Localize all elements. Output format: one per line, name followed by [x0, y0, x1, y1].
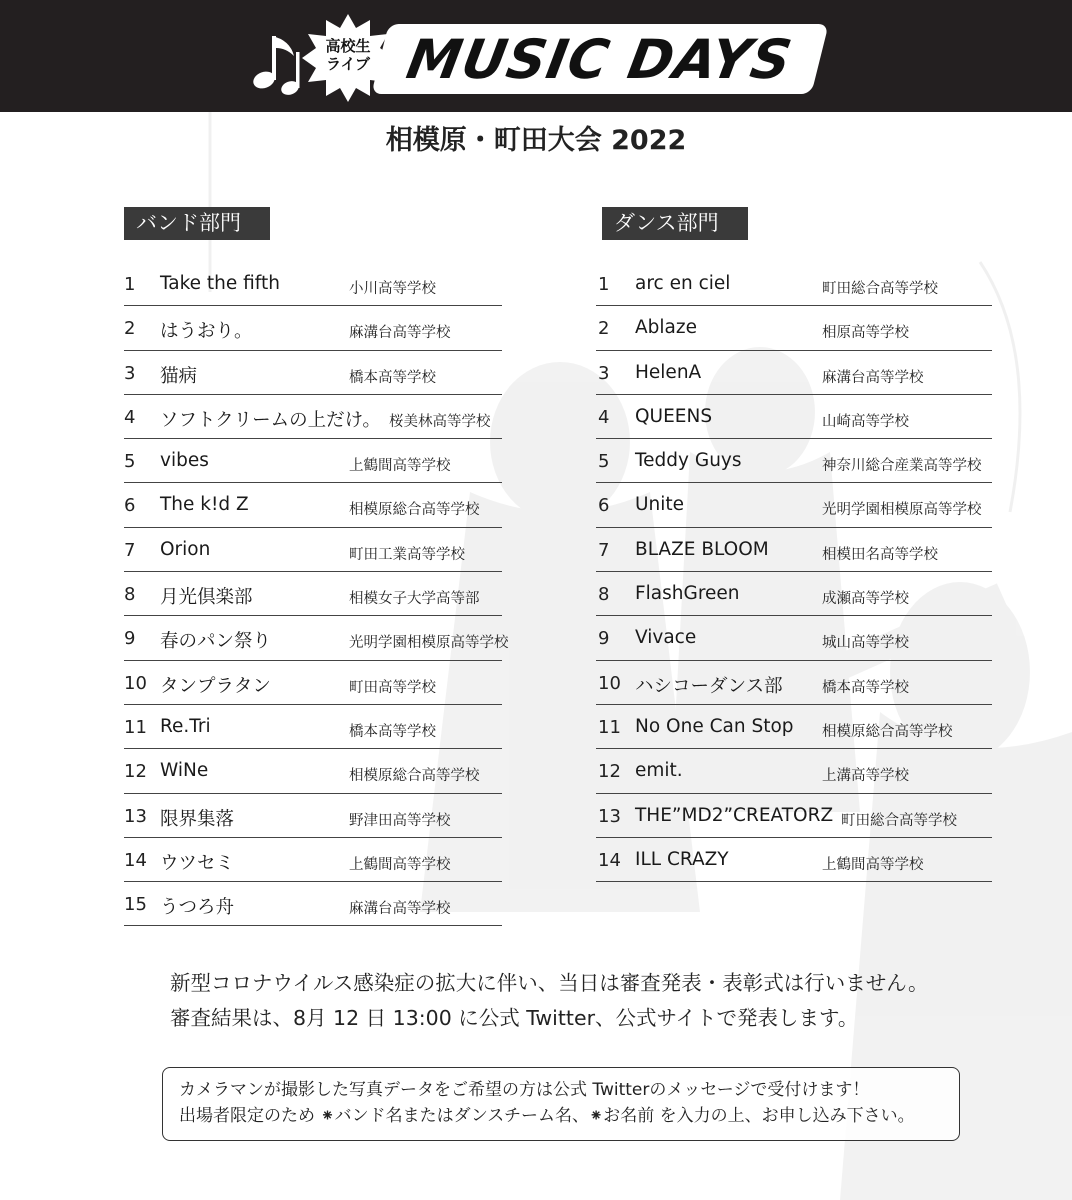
- entry-name: ハシコーダンス部: [635, 675, 783, 697]
- entry-school: 小川高等学校: [349, 281, 436, 297]
- entry-name: 限界集落: [160, 808, 235, 830]
- entry-name: BLAZE BLOOM: [635, 538, 769, 560]
- band-entry-row: [124, 616, 509, 660]
- dance-entry-row: [596, 661, 992, 705]
- entry-school: 相模田名高等学校: [822, 546, 938, 563]
- dance-entry-row: [596, 351, 992, 395]
- entry-name: うつろ舟: [160, 897, 235, 919]
- dance-entry-row: [596, 262, 992, 306]
- entry-school: 橋本高等学校: [349, 723, 436, 740]
- entry-number: 1: [598, 274, 610, 295]
- band-section-label: バンド部門: [124, 207, 270, 240]
- header-banner: [0, 0, 1072, 112]
- entry-number: 7: [124, 539, 136, 561]
- entry-school: 麻溝台高等学校: [349, 325, 451, 342]
- entry-school: 上鶴間高等学校: [349, 458, 451, 475]
- entry-name: タンプラタン: [160, 675, 271, 697]
- band-entry-row: [124, 483, 502, 527]
- entry-number: 2: [598, 318, 610, 340]
- dance-entry-list: [596, 262, 992, 882]
- band-entry-row: [124, 882, 502, 926]
- entry-school: 野津田高等学校: [349, 812, 451, 829]
- entry-school: 光明学園相模原高等学校: [349, 635, 509, 652]
- entry-school: 上鶴間高等学校: [822, 856, 924, 873]
- entry-name: ILL CRAZY: [635, 848, 729, 870]
- entry-number: 5: [598, 451, 610, 473]
- entry-school: 城山高等学校: [822, 635, 909, 652]
- entry-number: 14: [124, 849, 147, 871]
- entry-name: Take the fifth: [160, 273, 280, 294]
- entry-name: arc en ciel: [635, 273, 731, 294]
- event-title: 相模原・町田大会 2022: [385, 125, 687, 156]
- band-entry-row: [124, 528, 502, 572]
- photo-request-line-2: 出場者限定のため ⁕バンド名またはダンスチーム名、⁕お名前 を入力の上、お申し込み下さい。: [179, 1106, 915, 1126]
- logo-title-text: MUSIC DAYS: [402, 27, 798, 91]
- photo-request-line-1: カメラマンが撮影した写真データをご希望の方は公式 Twitterのメッセージで受付けます！: [179, 1080, 870, 1100]
- band-entry-row: [124, 395, 502, 439]
- dance-entry-row: [596, 705, 992, 749]
- photo-request-box: [162, 1067, 960, 1141]
- band-entry-row: [124, 439, 502, 483]
- entry-number: 5: [124, 451, 136, 473]
- entry-school: 相模原総合高等学校: [822, 723, 953, 740]
- entry-name: Re.Tri: [160, 715, 211, 737]
- dance-entry-row: [596, 749, 992, 793]
- entry-number: 14: [598, 849, 621, 871]
- entry-name: Vivace: [635, 627, 697, 649]
- entry-name: HelenA: [635, 361, 702, 383]
- entry-name: No One Can Stop: [635, 715, 794, 737]
- entry-number: 8: [124, 584, 136, 606]
- logo-subtitle-line1: 高校生: [325, 37, 371, 55]
- band-entry-row: [124, 351, 502, 395]
- band-entry-row: [124, 705, 502, 749]
- entry-number: 4: [124, 406, 136, 428]
- dance-entry-row: [596, 838, 992, 882]
- entry-name: 春のパン祭り: [160, 631, 272, 653]
- entry-number: 4: [598, 406, 610, 428]
- band-entry-list: [124, 262, 509, 926]
- dance-section-label: ダンス部門: [602, 207, 748, 240]
- entry-name: WiNe: [160, 760, 209, 782]
- entry-number: 13: [124, 805, 147, 827]
- dance-entry-row: [596, 794, 992, 838]
- entry-name: ウツセミ: [160, 852, 235, 874]
- entry-school: 上溝高等学校: [822, 768, 909, 785]
- dance-entry-row: [596, 395, 992, 439]
- entry-name: QUEENS: [635, 405, 713, 427]
- entry-school: 相模原総合高等学校: [349, 768, 480, 785]
- entry-school: 町田工業高等学校: [349, 546, 465, 563]
- entry-number: 10: [598, 672, 621, 694]
- entry-number: 6: [598, 495, 610, 517]
- entry-number: 11: [598, 716, 621, 738]
- logo-title-plate: [371, 24, 828, 94]
- entry-number: 11: [124, 716, 147, 738]
- entry-name: FlashGreen: [635, 583, 740, 605]
- band-entry-row: [124, 749, 502, 793]
- entry-school: 上鶴間高等学校: [349, 856, 451, 873]
- band-entry-row: [124, 838, 502, 882]
- entry-name: The k!d Z: [160, 494, 249, 516]
- entry-school: 町田総合高等学校: [822, 281, 938, 297]
- entry-name: Ablaze: [635, 317, 697, 339]
- entry-school: 相模原総合高等学校: [349, 502, 480, 519]
- notice-text: [170, 966, 990, 1036]
- entry-name: THE”MD2”CREATORZ: [635, 804, 834, 826]
- entry-name: Teddy Guys: [635, 450, 742, 472]
- dance-entry-row: [596, 483, 992, 527]
- dance-entry-row: [596, 616, 992, 660]
- entry-school: 町田総合高等学校: [841, 812, 957, 829]
- entry-name: vibes: [160, 450, 209, 472]
- entry-name: Orion: [160, 538, 211, 560]
- entry-school: 橋本高等学校: [349, 369, 436, 386]
- entry-number: 13: [598, 805, 621, 827]
- notice-line-2: 審査結果は、8月 12 日 13:00 に公式 Twitter、公式サイトで発表します。: [170, 1006, 859, 1030]
- dance-entry-row: [596, 528, 992, 572]
- entry-school: 桜美林高等学校: [389, 413, 491, 430]
- entry-name: 猫病: [160, 365, 198, 387]
- entry-name: はうおり。: [160, 321, 253, 343]
- entry-school: 神奈川総合産業高等学校: [822, 458, 982, 475]
- entry-number: 1: [124, 274, 136, 295]
- entry-school: 光明学園相模原高等学校: [822, 502, 982, 519]
- dance-entry-row: [596, 572, 992, 616]
- entry-school: 麻溝台高等学校: [349, 901, 451, 918]
- entry-name: emit.: [635, 760, 683, 782]
- entry-school: 相模女子大学高等部: [349, 591, 480, 608]
- entry-name: 月光倶楽部: [160, 587, 253, 609]
- logo-subtitle-line2: ライブ: [325, 55, 371, 73]
- entry-number: 2: [124, 318, 136, 340]
- dance-entry-row: [596, 439, 992, 483]
- band-entry-row: [124, 306, 502, 350]
- entry-school: 成瀬高等学校: [822, 591, 909, 608]
- band-entry-row: [124, 661, 502, 705]
- entry-name: ソフトクリームの上だけ。: [160, 409, 381, 431]
- entry-school: 橋本高等学校: [822, 679, 909, 696]
- entry-number: 12: [124, 761, 147, 783]
- music-days-logo: [250, 18, 820, 98]
- entry-number: 3: [598, 362, 610, 384]
- entry-number: 3: [124, 362, 136, 384]
- entry-number: 12: [598, 761, 621, 783]
- entry-number: 9: [598, 628, 610, 650]
- entry-number: 9: [124, 628, 136, 650]
- notice-line-1: 新型コロナウイルス感染症の拡大に伴い、当日は審査発表・表彰式は行いません。: [170, 971, 929, 995]
- entry-number: 15: [124, 894, 147, 916]
- entry-school: 山崎高等学校: [822, 413, 909, 430]
- entry-number: 6: [124, 495, 136, 517]
- entry-number: 7: [598, 539, 610, 561]
- dance-entry-row: [596, 306, 992, 350]
- entry-school: 町田高等学校: [349, 679, 436, 696]
- band-entry-row: [124, 572, 502, 616]
- entry-school: 相原高等学校: [822, 325, 909, 342]
- entry-number: 8: [598, 584, 610, 606]
- entry-name: Unite: [635, 494, 685, 516]
- logo-subtitle: [316, 37, 380, 73]
- band-entry-row: [124, 794, 502, 838]
- band-entry-row: [124, 262, 502, 306]
- entry-school: 麻溝台高等学校: [822, 369, 924, 386]
- entry-number: 10: [124, 672, 147, 694]
